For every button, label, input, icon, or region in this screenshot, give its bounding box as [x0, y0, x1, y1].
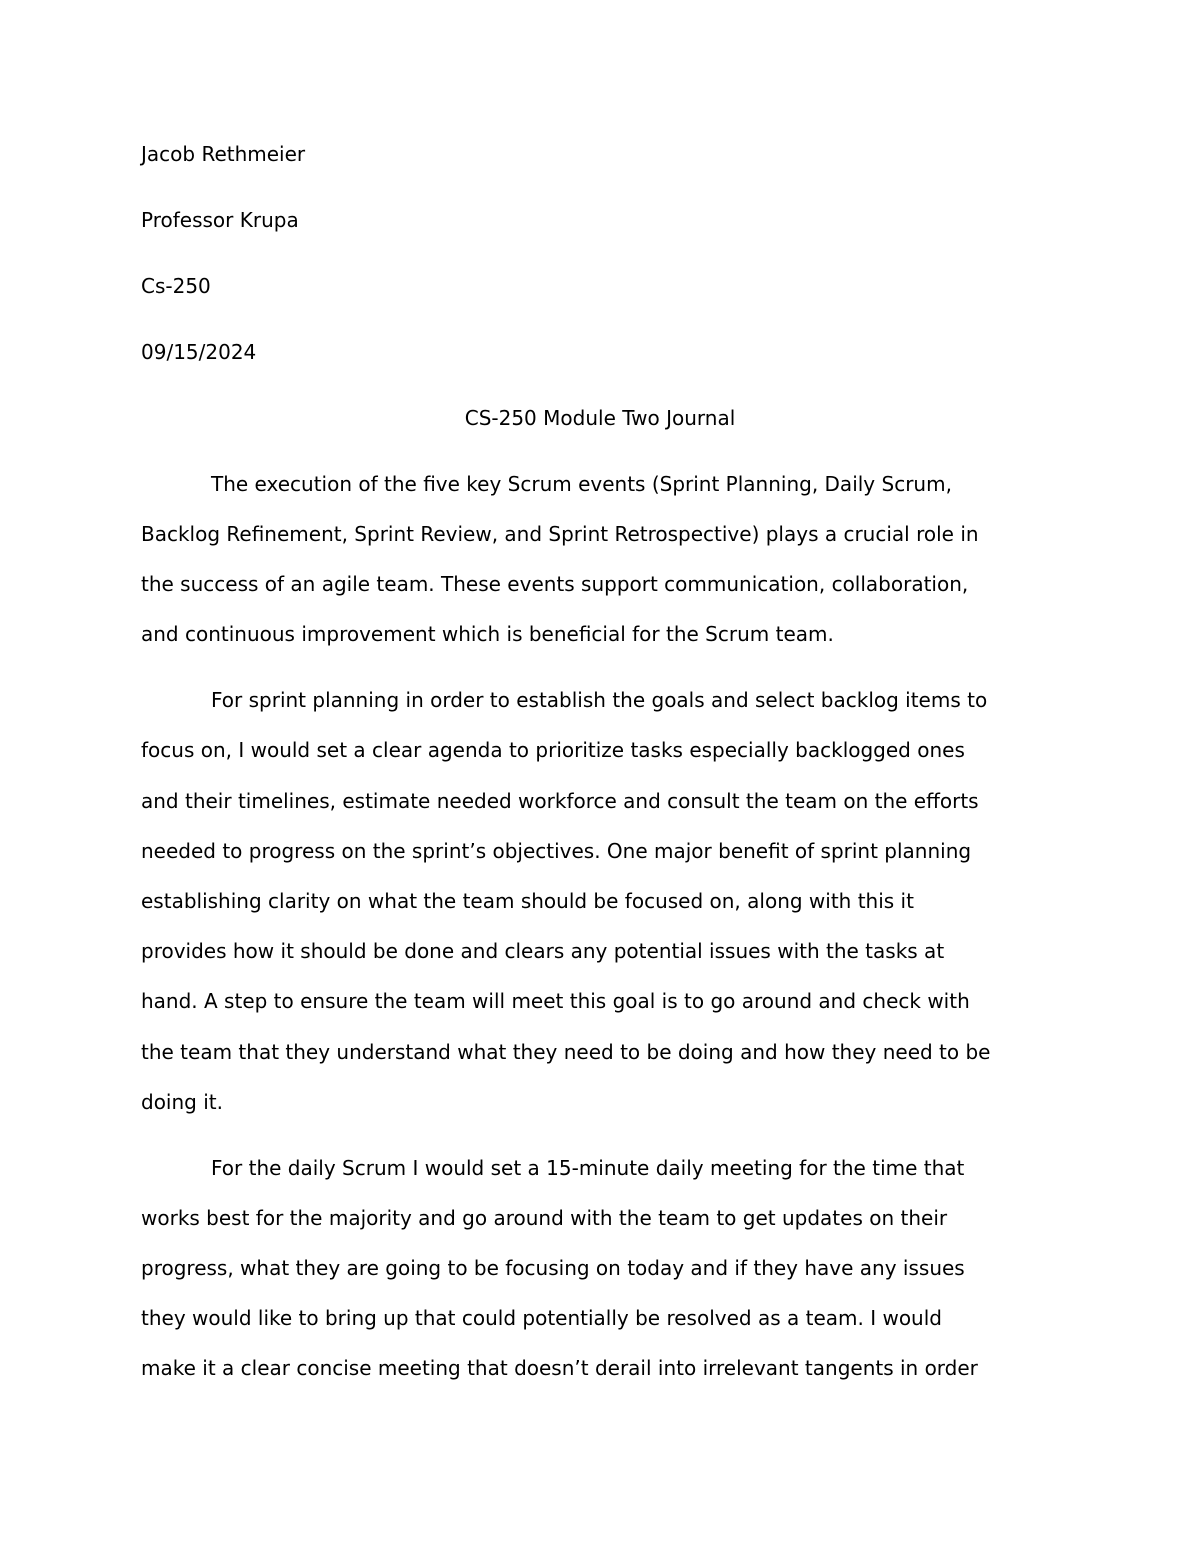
document-date: 09/15/2024 — [141, 340, 257, 364]
professor-name: Professor Krupa — [141, 208, 299, 232]
paragraph-2-line-3: and their timelines, estimate needed workforce and consult the team on the efforts — [141, 789, 979, 813]
paragraph-3-line-3: progress, what they are going to be focusing on today and if they have any issues — [141, 1256, 965, 1280]
paragraph-2-line-1: For sprint planning in order to establish the goals and select backlog items to — [211, 688, 988, 712]
paragraph-2-line-5: establishing clarity on what the team should be focused on, along with this it — [141, 889, 914, 913]
paragraph-2-line-9: doing it. — [141, 1090, 223, 1114]
paragraph-3-line-2: works best for the majority and go around with the team to get updates on their — [141, 1206, 948, 1230]
paragraph-2-line-2: focus on, I would set a clear agenda to prioritize tasks especially backlogged ones — [141, 738, 965, 762]
paragraph-1-line-1: The execution of the five key Scrum events (Sprint Planning, Daily Scrum, — [211, 472, 952, 496]
paragraph-3-line-4: they would like to bring up that could potentially be resolved as a team. I would — [141, 1306, 942, 1330]
paragraph-3-line-1: For the daily Scrum I would set a 15-minute daily meeting for the time that — [211, 1156, 965, 1180]
course-code: Cs-250 — [141, 274, 211, 298]
paragraph-2-line-7: hand. A step to ensure the team will meet this goal is to go around and check with — [141, 989, 970, 1013]
document-title: CS-250 Module Two Journal — [464, 406, 736, 430]
paragraph-2-line-6: provides how it should be done and clears any potential issues with the tasks at — [141, 939, 945, 963]
author-name: Jacob Rethmeier — [141, 142, 306, 166]
paragraph-1-line-4: and continuous improvement which is beneficial for the Scrum team. — [141, 622, 834, 646]
paragraph-2-line-8: the team that they understand what they need to be doing and how they need to be — [141, 1040, 991, 1064]
paragraph-3-line-5: make it a clear concise meeting that doesn’t derail into irrelevant tangents in order — [141, 1356, 978, 1380]
paragraph-1-line-3: the success of an agile team. These events support communication, collaboration, — [141, 572, 969, 596]
paragraph-1-line-2: Backlog Refinement, Sprint Review, and Sprint Retrospective) plays a crucial role in — [141, 522, 979, 546]
paragraph-2-line-4: needed to progress on the sprint’s objectives. One major benefit of sprint planning — [141, 839, 972, 863]
